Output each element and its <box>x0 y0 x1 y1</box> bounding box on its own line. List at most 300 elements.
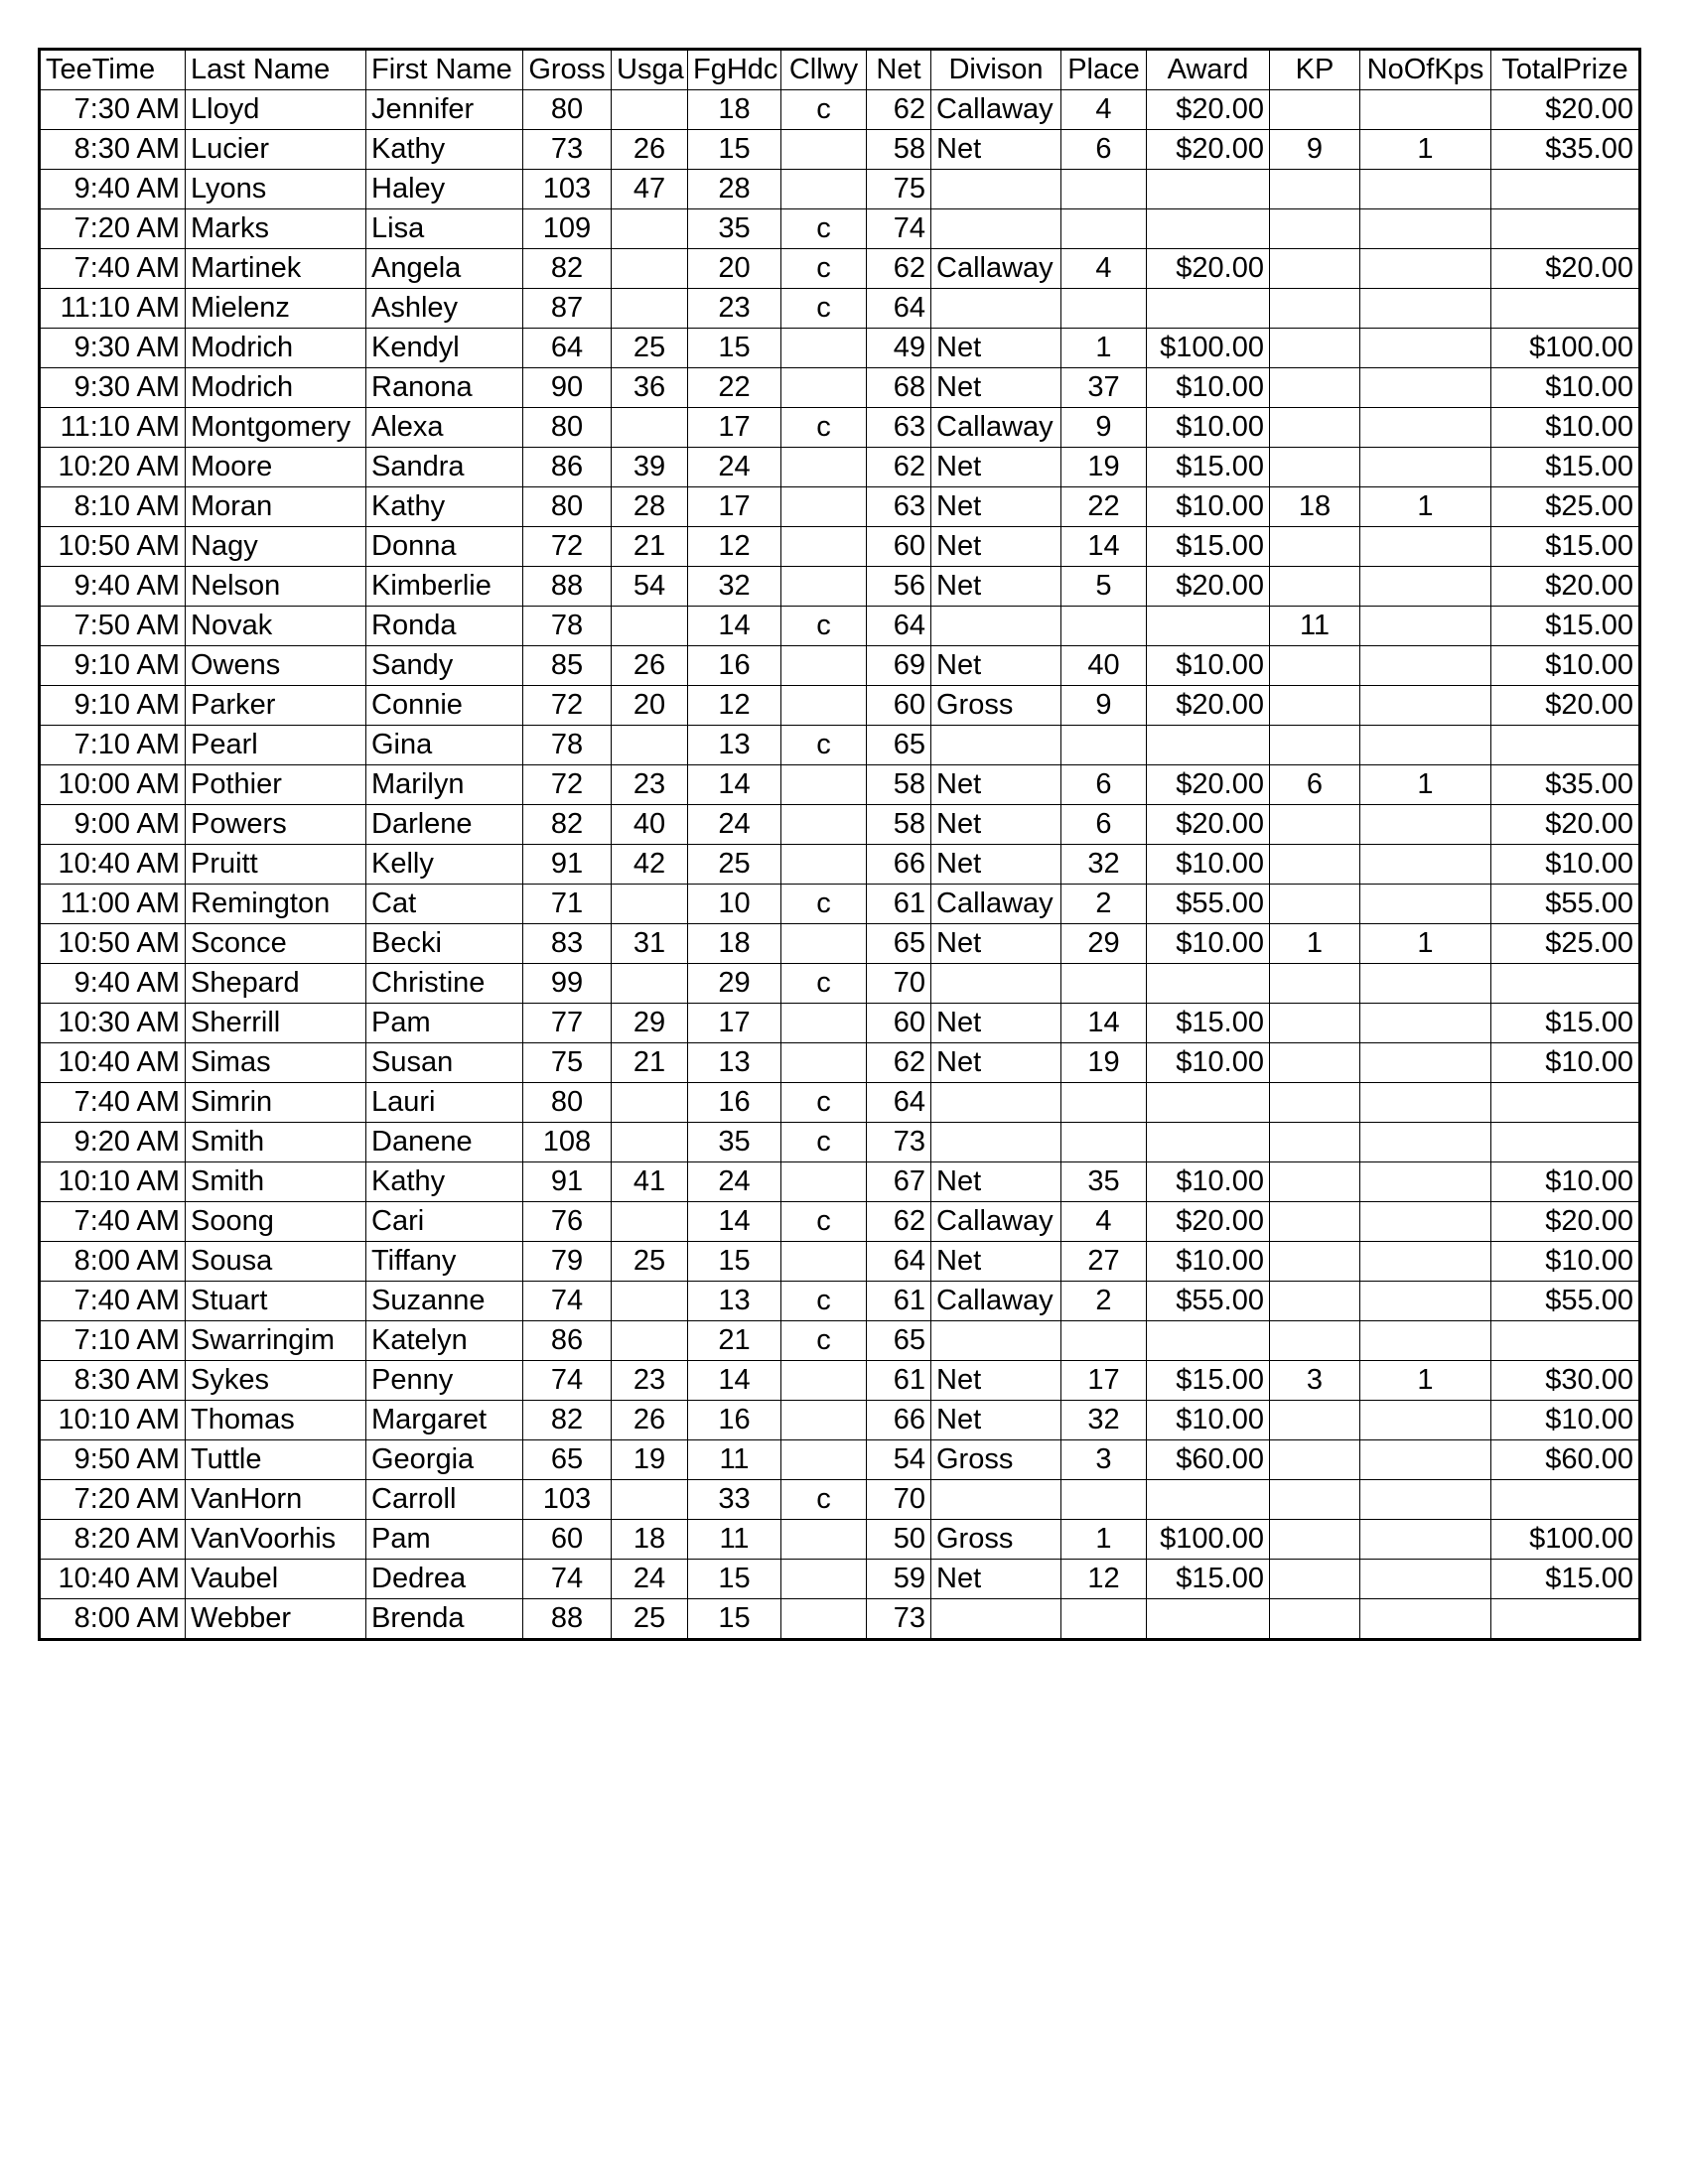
cell-no-of-kps <box>1360 1480 1491 1520</box>
table-row <box>41 448 1639 487</box>
cell-net: 58 <box>867 765 931 805</box>
cell-cllwy <box>781 1599 867 1639</box>
cell-total-prize: $20.00 <box>1491 1202 1639 1242</box>
cell-net: 58 <box>867 805 931 845</box>
cell-no-of-kps <box>1360 1202 1491 1242</box>
cell-net: 62 <box>867 448 931 487</box>
cell-total-prize: $15.00 <box>1491 448 1639 487</box>
cell-total-prize: $20.00 <box>1491 567 1639 607</box>
cell-award: $15.00 <box>1147 1004 1270 1043</box>
cell-net: 66 <box>867 1401 931 1440</box>
cell-net: 50 <box>867 1520 931 1560</box>
table-row <box>41 1202 1639 1242</box>
cell-division <box>931 209 1061 249</box>
cell-cllwy <box>781 1440 867 1480</box>
cell-gross: 90 <box>523 368 612 408</box>
cell-cllwy <box>781 170 867 209</box>
cell-kp <box>1270 646 1360 686</box>
cell-place: 6 <box>1061 765 1147 805</box>
cell-division: Gross <box>931 1440 1061 1480</box>
cell-total-prize <box>1491 1083 1639 1123</box>
cell-kp <box>1270 964 1360 1004</box>
cell-place: 17 <box>1061 1361 1147 1401</box>
cell-place: 35 <box>1061 1162 1147 1202</box>
cell-total-prize: $10.00 <box>1491 1043 1639 1083</box>
cell-first-name: Tiffany <box>366 1242 523 1282</box>
cell-award: $20.00 <box>1147 1202 1270 1242</box>
cell-division: Callaway <box>931 1202 1061 1242</box>
table-row <box>41 726 1639 765</box>
table-row <box>41 130 1639 170</box>
cell-division <box>931 964 1061 1004</box>
cell-place: 32 <box>1061 1401 1147 1440</box>
cell-first-name: Cat <box>366 885 523 924</box>
cell-first-name: Kathy <box>366 130 523 170</box>
cell-cllwy <box>781 805 867 845</box>
cell-kp <box>1270 1282 1360 1321</box>
cell-award: $55.00 <box>1147 1282 1270 1321</box>
cell-award <box>1147 1083 1270 1123</box>
cell-division: Net <box>931 487 1061 527</box>
cell-first-name: Georgia <box>366 1440 523 1480</box>
cell-award: $100.00 <box>1147 1520 1270 1560</box>
cell-no-of-kps <box>1360 329 1491 368</box>
cell-total-prize: $100.00 <box>1491 1520 1639 1560</box>
cell-net: 60 <box>867 527 931 567</box>
cell-last-name: Shepard <box>186 964 366 1004</box>
table-row <box>41 487 1639 527</box>
cell-no-of-kps <box>1360 686 1491 726</box>
cell-first-name: Christine <box>366 964 523 1004</box>
cell-teetime: 10:20 AM <box>41 448 186 487</box>
cell-usga: 23 <box>612 1361 688 1401</box>
cell-usga: 25 <box>612 1599 688 1639</box>
cell-total-prize: $10.00 <box>1491 646 1639 686</box>
cell-award <box>1147 1123 1270 1162</box>
cell-award: $10.00 <box>1147 487 1270 527</box>
cell-kp <box>1270 90 1360 130</box>
cell-last-name: Sykes <box>186 1361 366 1401</box>
cell-teetime: 7:40 AM <box>41 1282 186 1321</box>
cell-total-prize: $20.00 <box>1491 249 1639 289</box>
col-header-total-prize: TotalPrize <box>1491 51 1639 90</box>
cell-fghdc: 17 <box>688 1004 781 1043</box>
cell-fghdc: 35 <box>688 209 781 249</box>
cell-fghdc: 12 <box>688 686 781 726</box>
cell-gross: 72 <box>523 765 612 805</box>
cell-teetime: 8:00 AM <box>41 1242 186 1282</box>
cell-kp <box>1270 1440 1360 1480</box>
table-row <box>41 686 1639 726</box>
cell-net: 73 <box>867 1123 931 1162</box>
cell-net: 61 <box>867 1282 931 1321</box>
table-row <box>41 1123 1639 1162</box>
cell-net: 60 <box>867 1004 931 1043</box>
table-row <box>41 527 1639 567</box>
table-row <box>41 646 1639 686</box>
cell-gross: 74 <box>523 1361 612 1401</box>
results-table <box>40 50 1639 1639</box>
cell-fghdc: 32 <box>688 567 781 607</box>
cell-net: 63 <box>867 487 931 527</box>
cell-place: 27 <box>1061 1242 1147 1282</box>
cell-kp <box>1270 1162 1360 1202</box>
cell-net: 69 <box>867 646 931 686</box>
cell-division: Net <box>931 368 1061 408</box>
cell-teetime: 7:30 AM <box>41 90 186 130</box>
cell-first-name: Gina <box>366 726 523 765</box>
col-header-place: Place <box>1061 51 1147 90</box>
cell-place: 3 <box>1061 1440 1147 1480</box>
cell-place: 22 <box>1061 487 1147 527</box>
cell-total-prize: $15.00 <box>1491 527 1639 567</box>
cell-place <box>1061 607 1147 646</box>
cell-usga <box>612 1083 688 1123</box>
cell-division: Net <box>931 1162 1061 1202</box>
cell-last-name: Parker <box>186 686 366 726</box>
cell-last-name: Lyons <box>186 170 366 209</box>
cell-kp <box>1270 448 1360 487</box>
cell-gross: 82 <box>523 805 612 845</box>
cell-place <box>1061 170 1147 209</box>
cell-total-prize: $55.00 <box>1491 1282 1639 1321</box>
cell-no-of-kps <box>1360 845 1491 885</box>
cell-fghdc: 13 <box>688 726 781 765</box>
cell-place: 1 <box>1061 1520 1147 1560</box>
col-header-first-name: First Name <box>366 51 523 90</box>
cell-gross: 80 <box>523 487 612 527</box>
cell-place: 4 <box>1061 1202 1147 1242</box>
col-header-usga: Usga <box>612 51 688 90</box>
cell-no-of-kps <box>1360 567 1491 607</box>
cell-cllwy: c <box>781 1202 867 1242</box>
cell-teetime: 10:10 AM <box>41 1162 186 1202</box>
cell-teetime: 10:00 AM <box>41 765 186 805</box>
cell-cllwy <box>781 765 867 805</box>
cell-teetime: 11:10 AM <box>41 289 186 329</box>
cell-place: 32 <box>1061 845 1147 885</box>
cell-cllwy: c <box>781 726 867 765</box>
cell-first-name: Marilyn <box>366 765 523 805</box>
cell-teetime: 7:40 AM <box>41 1202 186 1242</box>
cell-total-prize: $35.00 <box>1491 130 1639 170</box>
cell-usga: 21 <box>612 527 688 567</box>
cell-award: $10.00 <box>1147 924 1270 964</box>
cell-last-name: Sconce <box>186 924 366 964</box>
cell-gross: 76 <box>523 1202 612 1242</box>
cell-teetime: 8:30 AM <box>41 130 186 170</box>
cell-kp <box>1270 329 1360 368</box>
cell-division: Net <box>931 1560 1061 1599</box>
cell-usga: 20 <box>612 686 688 726</box>
cell-net: 62 <box>867 1043 931 1083</box>
table-row <box>41 1361 1639 1401</box>
cell-first-name: Alexa <box>366 408 523 448</box>
table-body <box>41 90 1639 1639</box>
cell-usga <box>612 1321 688 1361</box>
cell-fghdc: 18 <box>688 924 781 964</box>
table-row <box>41 329 1639 368</box>
cell-total-prize <box>1491 726 1639 765</box>
cell-gross: 87 <box>523 289 612 329</box>
cell-last-name: Pearl <box>186 726 366 765</box>
cell-place: 14 <box>1061 1004 1147 1043</box>
cell-cllwy: c <box>781 249 867 289</box>
cell-award: $20.00 <box>1147 249 1270 289</box>
cell-first-name: Lisa <box>366 209 523 249</box>
cell-no-of-kps <box>1360 1321 1491 1361</box>
cell-teetime: 7:40 AM <box>41 249 186 289</box>
cell-teetime: 8:00 AM <box>41 1599 186 1639</box>
cell-first-name: Pam <box>366 1520 523 1560</box>
cell-net: 61 <box>867 885 931 924</box>
cell-award <box>1147 1480 1270 1520</box>
cell-fghdc: 18 <box>688 90 781 130</box>
cell-place <box>1061 1480 1147 1520</box>
cell-total-prize <box>1491 1321 1639 1361</box>
table-row <box>41 885 1639 924</box>
cell-gross: 60 <box>523 1520 612 1560</box>
cell-first-name: Kendyl <box>366 329 523 368</box>
cell-gross: 91 <box>523 845 612 885</box>
cell-kp: 1 <box>1270 924 1360 964</box>
cell-kp <box>1270 1242 1360 1282</box>
table-row <box>41 1043 1639 1083</box>
cell-net: 64 <box>867 289 931 329</box>
cell-cllwy <box>781 646 867 686</box>
cell-first-name: Brenda <box>366 1599 523 1639</box>
cell-award <box>1147 964 1270 1004</box>
cell-last-name: Simas <box>186 1043 366 1083</box>
cell-award: $20.00 <box>1147 130 1270 170</box>
cell-gross: 77 <box>523 1004 612 1043</box>
cell-kp <box>1270 1401 1360 1440</box>
cell-award: $20.00 <box>1147 567 1270 607</box>
cell-place: 19 <box>1061 448 1147 487</box>
cell-teetime: 9:20 AM <box>41 1123 186 1162</box>
cell-place <box>1061 1123 1147 1162</box>
cell-total-prize <box>1491 170 1639 209</box>
cell-kp <box>1270 567 1360 607</box>
cell-no-of-kps <box>1360 607 1491 646</box>
cell-usga <box>612 1202 688 1242</box>
cell-total-prize: $10.00 <box>1491 845 1639 885</box>
cell-total-prize: $20.00 <box>1491 805 1639 845</box>
cell-last-name: Stuart <box>186 1282 366 1321</box>
cell-fghdc: 24 <box>688 805 781 845</box>
cell-cllwy <box>781 686 867 726</box>
cell-last-name: Moran <box>186 487 366 527</box>
cell-net: 60 <box>867 686 931 726</box>
cell-award: $20.00 <box>1147 90 1270 130</box>
cell-division: Callaway <box>931 90 1061 130</box>
cell-kp <box>1270 1083 1360 1123</box>
table-row <box>41 289 1639 329</box>
cell-no-of-kps <box>1360 1043 1491 1083</box>
cell-place: 9 <box>1061 408 1147 448</box>
cell-teetime: 9:10 AM <box>41 686 186 726</box>
cell-cllwy <box>781 487 867 527</box>
cell-net: 63 <box>867 408 931 448</box>
cell-kp <box>1270 408 1360 448</box>
cell-fghdc: 28 <box>688 170 781 209</box>
cell-gross: 80 <box>523 1083 612 1123</box>
cell-no-of-kps <box>1360 1242 1491 1282</box>
cell-division: Callaway <box>931 408 1061 448</box>
cell-last-name: Martinek <box>186 249 366 289</box>
cell-place: 12 <box>1061 1560 1147 1599</box>
cell-fghdc: 11 <box>688 1520 781 1560</box>
cell-gross: 72 <box>523 686 612 726</box>
cell-last-name: VanHorn <box>186 1480 366 1520</box>
cell-cllwy <box>781 527 867 567</box>
cell-no-of-kps <box>1360 1123 1491 1162</box>
cell-first-name: Donna <box>366 527 523 567</box>
cell-last-name: Moore <box>186 448 366 487</box>
cell-no-of-kps: 1 <box>1360 1361 1491 1401</box>
cell-first-name: Darlene <box>366 805 523 845</box>
cell-award: $10.00 <box>1147 646 1270 686</box>
cell-division: Net <box>931 448 1061 487</box>
table-row <box>41 1083 1639 1123</box>
cell-last-name: Nelson <box>186 567 366 607</box>
cell-total-prize: $10.00 <box>1491 368 1639 408</box>
cell-division <box>931 1480 1061 1520</box>
cell-net: 70 <box>867 964 931 1004</box>
cell-net: 62 <box>867 1202 931 1242</box>
cell-award: $20.00 <box>1147 765 1270 805</box>
cell-award: $15.00 <box>1147 1361 1270 1401</box>
cell-fghdc: 13 <box>688 1282 781 1321</box>
cell-fghdc: 29 <box>688 964 781 1004</box>
cell-fghdc: 14 <box>688 765 781 805</box>
cell-last-name: Remington <box>186 885 366 924</box>
cell-division: Net <box>931 1043 1061 1083</box>
cell-gross: 78 <box>523 726 612 765</box>
cell-last-name: Modrich <box>186 368 366 408</box>
cell-no-of-kps <box>1360 1440 1491 1480</box>
cell-no-of-kps <box>1360 249 1491 289</box>
col-header-teetime: TeeTime <box>41 51 186 90</box>
cell-kp <box>1270 1202 1360 1242</box>
cell-teetime: 9:10 AM <box>41 646 186 686</box>
cell-division <box>931 607 1061 646</box>
cell-kp <box>1270 1560 1360 1599</box>
cell-kp <box>1270 368 1360 408</box>
cell-teetime: 9:30 AM <box>41 329 186 368</box>
cell-no-of-kps <box>1360 1520 1491 1560</box>
cell-no-of-kps <box>1360 448 1491 487</box>
cell-fghdc: 25 <box>688 845 781 885</box>
cell-award: $10.00 <box>1147 1401 1270 1440</box>
cell-cllwy <box>781 1242 867 1282</box>
cell-net: 56 <box>867 567 931 607</box>
cell-fghdc: 15 <box>688 130 781 170</box>
cell-division: Net <box>931 329 1061 368</box>
col-header-net: Net <box>867 51 931 90</box>
cell-division: Net <box>931 1004 1061 1043</box>
cell-total-prize <box>1491 964 1639 1004</box>
table-row <box>41 1480 1639 1520</box>
cell-kp: 3 <box>1270 1361 1360 1401</box>
cell-last-name: Pruitt <box>186 845 366 885</box>
cell-usga <box>612 726 688 765</box>
cell-division: Net <box>931 924 1061 964</box>
cell-fghdc: 16 <box>688 646 781 686</box>
cell-cllwy <box>781 448 867 487</box>
cell-place: 1 <box>1061 329 1147 368</box>
cell-first-name: Kimberlie <box>366 567 523 607</box>
cell-teetime: 9:40 AM <box>41 964 186 1004</box>
cell-award <box>1147 209 1270 249</box>
cell-usga <box>612 209 688 249</box>
cell-usga: 36 <box>612 368 688 408</box>
cell-gross: 88 <box>523 567 612 607</box>
cell-division: Net <box>931 805 1061 845</box>
cell-award: $15.00 <box>1147 527 1270 567</box>
cell-first-name: Pam <box>366 1004 523 1043</box>
cell-usga <box>612 408 688 448</box>
cell-cllwy: c <box>781 289 867 329</box>
cell-teetime: 10:40 AM <box>41 845 186 885</box>
cell-first-name: Carroll <box>366 1480 523 1520</box>
table-row <box>41 170 1639 209</box>
cell-first-name: Ronda <box>366 607 523 646</box>
cell-award: $10.00 <box>1147 845 1270 885</box>
cell-last-name: Nagy <box>186 527 366 567</box>
cell-usga <box>612 885 688 924</box>
cell-fghdc: 14 <box>688 607 781 646</box>
cell-no-of-kps <box>1360 170 1491 209</box>
cell-cllwy: c <box>781 1321 867 1361</box>
cell-no-of-kps: 1 <box>1360 765 1491 805</box>
cell-usga <box>612 1480 688 1520</box>
cell-usga: 25 <box>612 1242 688 1282</box>
cell-usga: 23 <box>612 765 688 805</box>
table-row <box>41 249 1639 289</box>
cell-gross: 91 <box>523 1162 612 1202</box>
cell-place: 4 <box>1061 249 1147 289</box>
table-row <box>41 1242 1639 1282</box>
results-sheet <box>40 50 1638 1639</box>
cell-teetime: 10:50 AM <box>41 527 186 567</box>
cell-no-of-kps <box>1360 805 1491 845</box>
cell-gross: 72 <box>523 527 612 567</box>
cell-gross: 109 <box>523 209 612 249</box>
cell-place: 14 <box>1061 527 1147 567</box>
cell-teetime: 10:10 AM <box>41 1401 186 1440</box>
cell-gross: 82 <box>523 1401 612 1440</box>
cell-net: 59 <box>867 1560 931 1599</box>
cell-last-name: Sherrill <box>186 1004 366 1043</box>
cell-fghdc: 14 <box>688 1361 781 1401</box>
cell-place <box>1061 289 1147 329</box>
cell-last-name: Montgomery <box>186 408 366 448</box>
cell-net: 64 <box>867 607 931 646</box>
cell-first-name: Kelly <box>366 845 523 885</box>
cell-no-of-kps <box>1360 368 1491 408</box>
cell-cllwy: c <box>781 1480 867 1520</box>
cell-award: $55.00 <box>1147 885 1270 924</box>
cell-gross: 86 <box>523 448 612 487</box>
cell-place <box>1061 726 1147 765</box>
cell-no-of-kps <box>1360 1401 1491 1440</box>
cell-place <box>1061 1083 1147 1123</box>
cell-division: Net <box>931 845 1061 885</box>
cell-usga: 25 <box>612 329 688 368</box>
cell-total-prize: $10.00 <box>1491 408 1639 448</box>
cell-teetime: 10:30 AM <box>41 1004 186 1043</box>
